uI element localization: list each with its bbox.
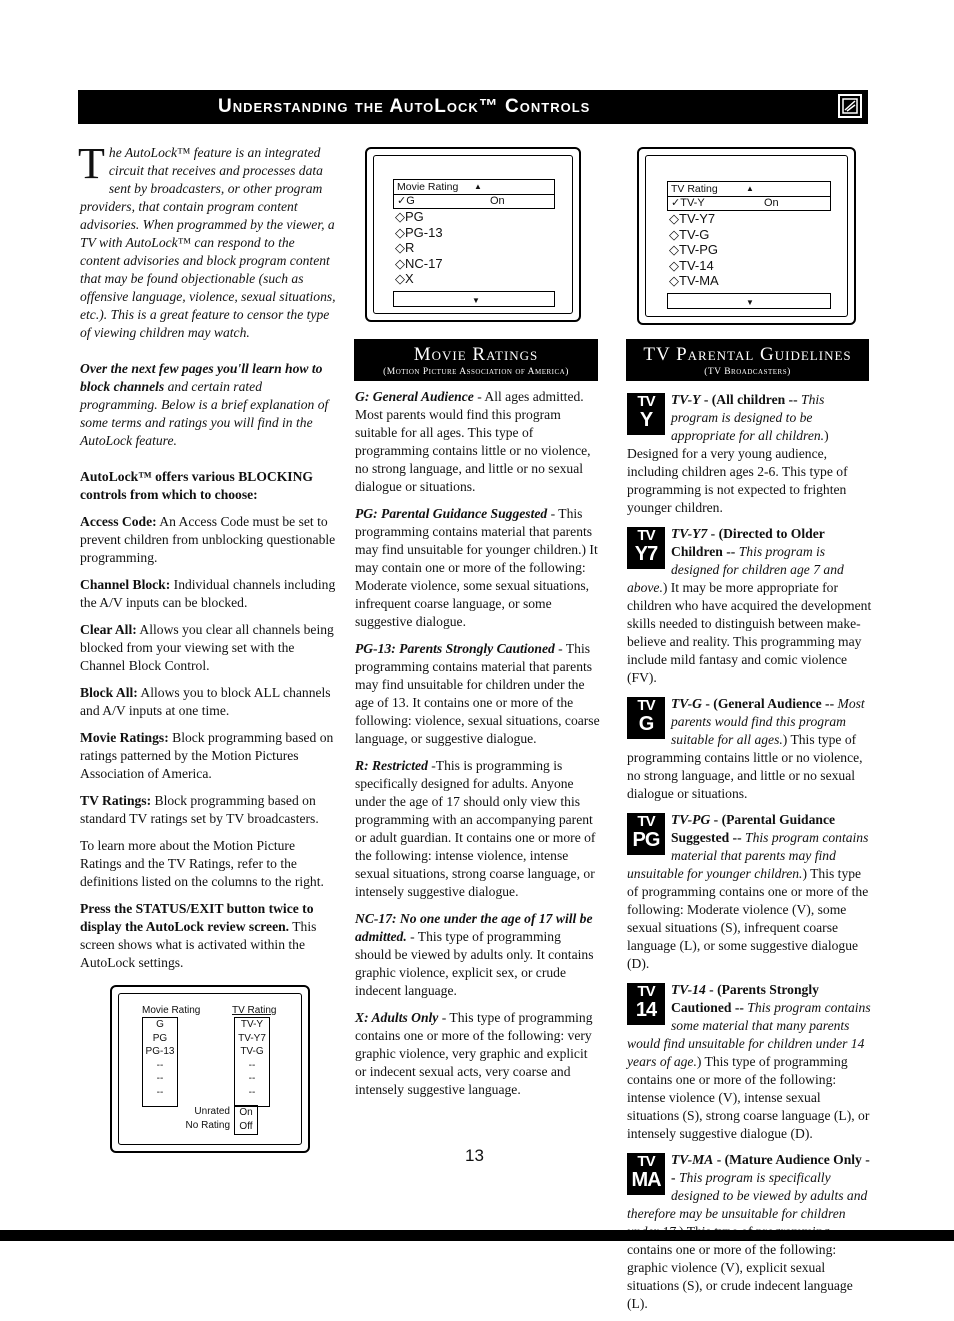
movie-menu-option[interactable]: ◇PG <box>395 209 424 224</box>
movie-rating-entry: PG: Parental Guidance Suggested - This programming contains material that parents may find unsuitable for younger children.) It may contain one or more of the following: Moderate violence, some sexual situations, infrequent coarse language, or some suggestive dialogue. <box>355 506 598 629</box>
autolock-review-screen <box>110 985 310 1153</box>
movie-menu-header: Movie Rating ▲ <box>393 179 555 195</box>
tv-menu-selected[interactable]: ✓TV-Y On <box>667 197 831 211</box>
movie-menu-option[interactable]: ◇NC-17 <box>395 255 443 271</box>
term-definition: Block All: Allows you to block ALL channels and A/V inputs at one time. <box>80 685 331 718</box>
bottom-rule <box>0 1230 954 1241</box>
review-movie-item: G <box>156 1019 164 1030</box>
review-tv-item: TV-Y <box>240 1019 264 1030</box>
review-movie-item: PG <box>152 1032 168 1044</box>
tv-rating-badge-icon: TV PG <box>627 813 665 855</box>
term-definition: TV Ratings: Block programming based on standard TV ratings set by TV broadcasters. <box>80 793 319 826</box>
term-definition: Access Code: An Access Code must be set to prevent children from unblocking questionable programming. <box>80 514 336 565</box>
review-tv-item: -- <box>248 1059 256 1071</box>
movie-ratings-header: Movie Ratings (Motion Picture Association of America) <box>354 339 598 381</box>
movie-menu-options <box>393 209 555 287</box>
terms-list <box>80 513 338 828</box>
tv-rating-menu <box>667 181 831 309</box>
movie-rating-entry: G: General Audience - All ages admitted. Most parents would find this program suitable for all ages. This type of programming contains little or no violence, no strong language, and little or no sexual dialogue or situations. <box>355 389 591 494</box>
movie-menu-option[interactable]: ◇R <box>395 240 415 255</box>
tv-rating-badge-icon: TV 14 <box>627 983 665 1025</box>
review-tv-list <box>234 1017 270 1107</box>
movie-rating-menu <box>393 179 555 307</box>
review-movie-header: Movie Rating <box>142 1005 201 1016</box>
tv-menu-option[interactable]: ◇TV-Y7 <box>669 211 716 226</box>
tv-rating-entry: TV Y TV-Y - (All children -- This program is designed to be appropriate for all children.) Designed for a very young audience, including children ages 2-6. This type of programming is not expected to frighten younger children. <box>627 392 848 515</box>
movie-menu-scroll[interactable] <box>393 291 555 307</box>
arrow-up-icon: ▲ <box>746 184 754 193</box>
tv-menu-scroll[interactable] <box>667 293 831 309</box>
learn-more-paragraph: To learn more about the Motion Picture Ratings and the TV Ratings, refer to the definitions listed on the columns to the right. <box>80 838 324 889</box>
tv-rating-badge-icon: TV Y7 <box>627 527 665 569</box>
diamond-icon: ◇ <box>669 257 679 273</box>
tv-rating-entry: TV MA TV-MA - (Mature Audience Only -- This program is specifically designed to be viewed by adults and therefore may be unsuitable for children contains one or more of the following: graphic violence (V), explicit sexual situations (S), or crude indecent language (L). <box>627 1152 870 1311</box>
tv-rating-entry: TV G TV-G - (General Audience -- Most parents would find this program suitable for all ages.) This type of programming contains little or no violence, no strong language, and little or no sexual dialogue or situations. <box>627 696 865 801</box>
page-number: 13 <box>465 1146 484 1165</box>
review-movie-item: PG-13 <box>145 1046 175 1057</box>
review-movie-item: -- <box>156 1086 164 1098</box>
tv-menu-option[interactable]: ◇TV-MA <box>669 273 719 288</box>
movie-rating-entry: PG-13: Parents Strongly Cautioned - This programming contains material that parents may find unsuitable for children under the age of 13. It contains one or more of the following: violence, sexual situations, coarse language, or suggestive dialogue. <box>355 641 600 746</box>
diamond-icon: ◇ <box>395 224 405 240</box>
tv-menu-option[interactable]: ◇TV-PG <box>669 242 719 257</box>
tv-rating-entry: TV Y7 TV-Y7 - (Directed to Older Children -- This program is designed for children age 7 and above.) It may be more appropriate for children who have acquired the development skills needed to distinguish between make-believe and reality. This programming may include mild fantasy and comic violence (FV). <box>627 526 872 685</box>
intro-column <box>78 139 338 981</box>
diamond-icon: ◇ <box>395 271 405 286</box>
review-movie-item: -- <box>156 1073 164 1084</box>
term-definition: Clear All: Allows you clear all channels being blocked from your viewing set with the Channel Block Control. <box>80 622 334 673</box>
review-tv-item: -- <box>248 1086 256 1098</box>
movie-menu-selected[interactable]: ✓G On <box>393 195 555 209</box>
page-title: Understanding the AutoLock™ Controls <box>218 96 591 117</box>
drop-cap: T <box>78 139 105 188</box>
movie-rating-entry: X: Adults Only - This type of programming contains one or more of the following: very graphic violence, very graphic and explicit or indecent sexual acts, very coarse and intensely suggestive language. <box>355 1010 593 1097</box>
tv-rating-screen <box>637 147 856 325</box>
review-label: Unrated <box>194 1106 230 1117</box>
review-label: No Rating <box>185 1120 230 1131</box>
term-definition: Channel Block: Individual channels including the A/V inputs can be blocked. <box>80 577 336 610</box>
review-tv-item: -- <box>248 1073 256 1084</box>
diamond-icon: ◇ <box>395 255 405 271</box>
review-value: Off <box>239 1121 253 1132</box>
tv-rating-badge-icon: TV MA <box>627 1153 665 1195</box>
diamond-icon: ◇ <box>395 240 405 255</box>
movie-menu-option[interactable]: ◇PG-13 <box>395 224 443 240</box>
diamond-icon: ◇ <box>669 226 679 242</box>
blocking-heading: AutoLock™ offers various BLOCKING controls from which to choose: <box>80 469 313 502</box>
movie-rating-screen <box>365 147 581 322</box>
arrow-down-icon: ▼ <box>746 297 754 307</box>
tv-rating-entry: TV PG TV-PG - (Parental Guidance Suggested -- This program contains material that parents may find unsuitable for younger children.) This type of programming contains one or more of the following: Moderate violence (V), some sexual situations (S), infrequent coarse language (L), or some suggestive dialogue (D). <box>627 812 869 971</box>
review-movie-list <box>142 1017 178 1107</box>
section-title-bar <box>78 90 868 124</box>
review-tv-item: TV-Y7 <box>238 1032 266 1044</box>
movie-rating-entry: R: Restricted -This is programming is specifically designed for adults. Anyone under the age of 17 should only view this programming with an accompanying parent or adult guardian. It contains one or more of the following: intense violence, intense sexual situations, strong coarse language, or intensely suggestive dialogue. <box>355 758 596 899</box>
diamond-icon: ◇ <box>669 242 679 257</box>
tv-rating-badge-icon: TV G <box>627 697 665 739</box>
lock-screen-icon <box>838 94 862 118</box>
review-value: On <box>239 1107 253 1118</box>
tv-rating-entry: TV 14 TV-14 - (Parents Strongly Cautioned -- This program contains some material that many parents would find unsuitable for children under 14 years of age.) This type of programming contains one or more of the following: intense violence (V), intense sexual situations (S), strong coarse language (L), or intensely suggestive dialogue (D). <box>627 982 871 1141</box>
review-tv-item: TV-G <box>240 1046 264 1057</box>
diamond-icon: ◇ <box>669 273 679 288</box>
review-labels <box>182 1105 230 1133</box>
tv-guidelines-header: TV Parental Guidelines (TV Broadcasters) <box>626 339 869 381</box>
diamond-icon: ◇ <box>395 209 405 224</box>
tv-menu-option[interactable]: ◇TV-14 <box>669 257 714 273</box>
tv-ratings-column <box>627 391 872 1321</box>
tv-menu-option[interactable]: ◇TV-G <box>669 226 710 242</box>
intro-paragraph: The AutoLock™ feature is an integrated circuit that receives and processes data sent by broadcasters, or other program providers, that contain program content advisories. When programmed by the viewer, a TV with AutoLock™ can respond to the content advisories and block program content that may be found objectionable (such as offensive language, violence, sexual situations, etc.). This is a great feature to censor the type of viewing children may watch. <box>78 139 336 340</box>
movie-ratings-column <box>355 388 600 1108</box>
tv-menu-header: TV Rating ▲ <box>667 181 831 197</box>
term-definition: Movie Ratings: Block programming based on ratings patterned by the Motion Pictures Association of America. <box>80 730 334 781</box>
status-paragraph: Press the STATUS/EXIT button twice to display the AutoLock review screen. This screen shows what is activated within the AutoLock settings. <box>80 901 317 970</box>
review-tv-header: TV Rating <box>232 1005 277 1016</box>
movie-rating-entry: NC-17: No one under the age of 17 will be admitted. - This type of programming should be viewed by adults only. It contains graphic violence, explicit sex, or crude indecent language. <box>355 911 594 998</box>
arrow-down-icon: ▼ <box>472 295 480 305</box>
review-movie-item: -- <box>156 1059 164 1071</box>
tv-menu-options <box>667 211 831 289</box>
movie-menu-option[interactable]: ◇X <box>395 271 414 286</box>
review-values <box>234 1105 258 1135</box>
tv-rating-badge-icon: TV Y <box>627 393 665 435</box>
diamond-icon: ◇ <box>669 211 679 226</box>
arrow-up-icon: ▲ <box>474 182 482 191</box>
next-pages-paragraph: Over the next few pages you'll learn how to block channels and certain rated programming. Below is a brief explanation of some terms and ratings you will find in the AutoLock feature. <box>80 361 329 448</box>
